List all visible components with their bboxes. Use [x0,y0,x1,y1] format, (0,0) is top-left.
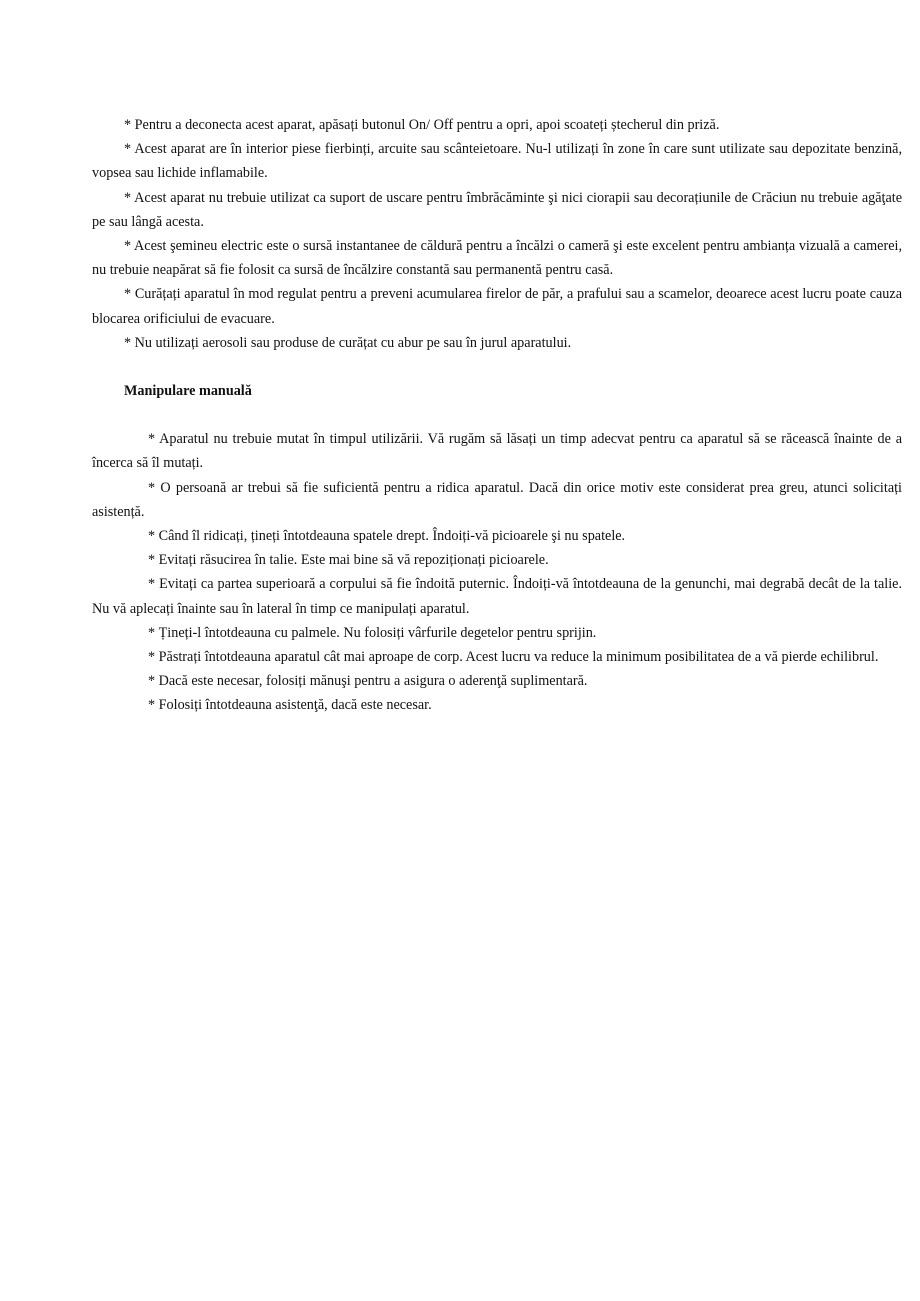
section-heading-manual-handling: Manipulare manuală [124,383,252,400]
manual-paragraph: * Dacă este necesar, folosiți mănuşi pentru a asigura o aderenţă suplimentară. [148,673,588,690]
instruction-paragraph: * Nu utilizați aerosoli sau produse de curățat cu abur pe sau în jurul aparatului. [124,334,572,351]
spacer [92,403,902,427]
instruction-paragraph: * Acest aparat nu trebuie utilizat ca suport de uscare pentru îmbrăcăminte şi nici ciorapii sau decorațiunile de Crăciun nu trebuie agăţate pe sau lângă acesta. [92,189,902,230]
instruction-paragraph: * Acest aparat are în interior piese fierbinți, arcuite sau scânteietoare. Nu-l utilizați în zone în care sunt utilizate sau depozitate benzină, vopsea sau lichide inflamabile. [92,141,902,182]
manual-paragraph: * Când îl ridicați, țineți întotdeauna spatele drept. Îndoiți-vă picioarele şi nu spatele. [148,528,626,545]
instruction-paragraph: * Acest şemineu electric este o sursă instantanee de căldură pentru a încălzi o cameră şi este excelent pentru ambianța vizuală a camerei, nu trebuie neapărat să fie folosit ca sursă de încălzire constantă sau permanentă pentru casă. [92,238,902,279]
manual-paragraph: * O persoană ar trebui să fie suficientă pentru a ridica aparatul. Dacă din orice motiv este considerat prea greu, atunci solicitați asistență. [92,479,902,520]
manual-paragraph: * Aparatul nu trebuie mutat în timpul utilizării. Vă rugăm să lăsați un timp adecvat pentru ca aparatul să se răcească înainte de a încerca să îl mutați. [92,431,902,472]
document-page [92,113,902,718]
manual-paragraph: * Țineți-l întotdeauna cu palmele. Nu folosiți vârfurile degetelor pentru sprijin. [148,624,597,641]
manual-paragraph: * Evitați ca partea superioară a corpului să fie îndoită puternic. Îndoiți-vă întotdeauna de la genunchi, mai degrabă decât de la talie. Nu vă aplecați înainte sau în lateral în timp ce manipulați aparatul. [92,576,902,617]
manual-paragraph: * Păstrați întotdeauna aparatul cât mai aproape de corp. Acest lucru va reduce la minimum posibilitatea de a vă pierde echilibrul. [148,649,879,666]
instruction-paragraph: * Curățați aparatul în mod regulat pentru a preveni acumularea firelor de păr, a prafului sau a scamelor, deoarece acest lucru poate cauza blocarea orificiului de evacuare. [92,286,902,327]
manual-paragraph: * Folosiți întotdeauna asistenţă, dacă este necesar. [148,697,432,714]
instruction-paragraph: * Pentru a deconecta acest aparat, apăsați butonul On/ Off pentru a opri, apoi scoateți ștecherul din priză. [124,117,720,133]
manual-handling-instructions [92,427,902,717]
safety-instructions [92,113,902,355]
manual-paragraph: * Evitați răsucirea în talie. Este mai bine să vă repoziționați picioarele. [148,552,549,569]
